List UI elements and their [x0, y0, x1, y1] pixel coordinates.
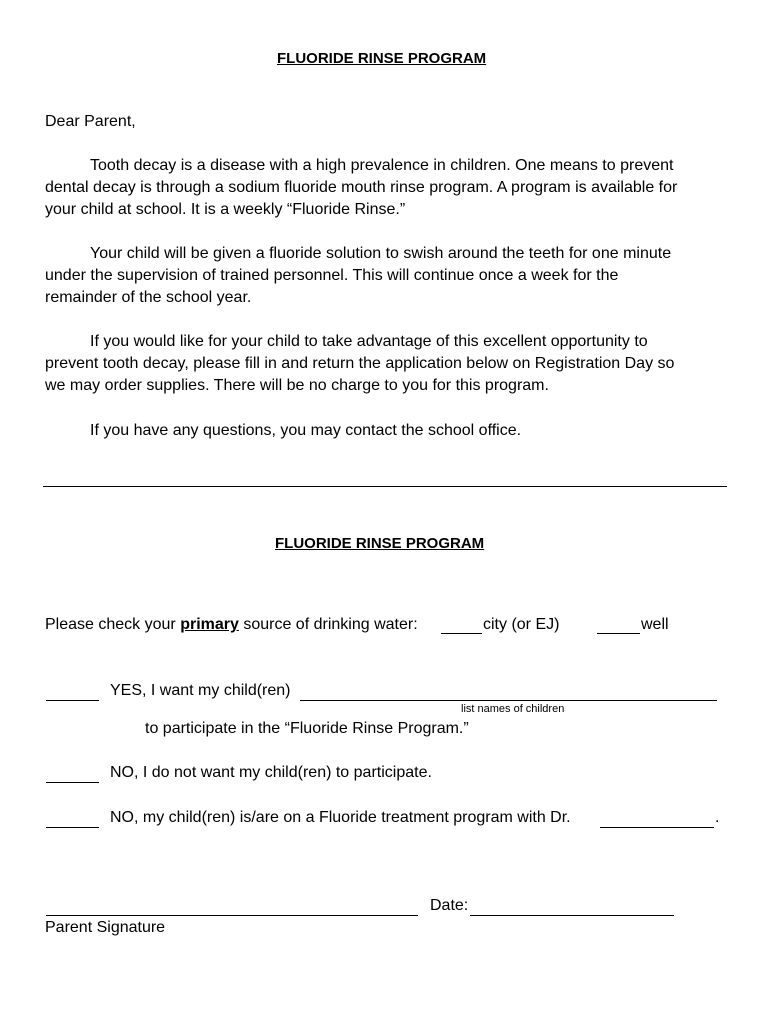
- no-participate-checkbox-blank[interactable]: [46, 782, 99, 783]
- water-source-question: [45, 616, 418, 634]
- water-primary-emphasis: primary: [180, 616, 239, 633]
- paragraph-line: Tooth decay is a disease with a high prevalence in children. One means to prevent: [90, 157, 674, 174]
- no-treatment-checkbox-blank[interactable]: [46, 827, 99, 828]
- no-treatment-label: NO, my child(ren) is/are on a Fluoride treatment program with Dr.: [110, 809, 571, 826]
- salutation: Dear Parent,: [45, 113, 136, 130]
- yes-label: YES, I want my child(ren): [110, 682, 291, 699]
- doctor-name-field[interactable]: [600, 827, 714, 828]
- form-title: FLUORIDE RINSE PROGRAM: [275, 535, 485, 552]
- yes-checkbox-blank[interactable]: [46, 700, 99, 701]
- children-names-hint: list names of children: [461, 703, 565, 715]
- paragraph-line: we may order supplies. There will be no charge to you for this program.: [45, 377, 549, 394]
- doctor-period: .: [715, 809, 720, 826]
- page-title: FLUORIDE RINSE PROGRAM: [277, 50, 487, 67]
- date-field[interactable]: [470, 915, 674, 916]
- paragraph-line: prevent tooth decay, please fill in and return the application below on Registration Day so: [45, 355, 675, 372]
- paragraph-line: dental decay is through a sodium fluoride mouth rinse program. A program is available for: [45, 179, 678, 196]
- paragraph-line: If you would like for your child to take advantage of this excellent opportunity to: [90, 333, 648, 350]
- water-prefix: Please check your: [45, 616, 181, 633]
- paragraph-2: [45, 243, 735, 309]
- paragraph-line: If you have any questions, you may contact the school office.: [90, 422, 522, 439]
- water-suffix: source of drinking water:: [238, 616, 418, 633]
- paragraph-3: [45, 331, 735, 397]
- paragraph-line: your child at school. It is a weekly “Fluoride Rinse.”: [45, 201, 406, 218]
- paragraph-line: under the supervision of trained personnel. This will continue once a week for the: [45, 267, 619, 284]
- paragraph-1: [45, 155, 735, 221]
- parent-signature-label: Parent Signature: [45, 919, 166, 936]
- no-participate-label: NO, I do not want my child(ren) to participate.: [110, 764, 432, 781]
- water-well-blank[interactable]: [597, 633, 640, 634]
- water-city-label: city (or EJ): [483, 616, 560, 633]
- parent-signature-field[interactable]: [46, 915, 418, 916]
- date-label: Date:: [430, 897, 469, 914]
- water-well-label: well: [641, 616, 669, 633]
- cut-line-divider: [43, 486, 727, 487]
- water-city-blank[interactable]: [441, 633, 482, 634]
- paragraph-line: Your child will be given a fluoride solution to swish around the teeth for one minute: [90, 245, 672, 262]
- children-names-field[interactable]: [300, 700, 717, 701]
- paragraph-4: [45, 420, 735, 442]
- yes-continuation: to participate in the “Fluoride Rinse Program.”: [145, 720, 469, 737]
- paragraph-line: remainder of the school year.: [45, 289, 252, 306]
